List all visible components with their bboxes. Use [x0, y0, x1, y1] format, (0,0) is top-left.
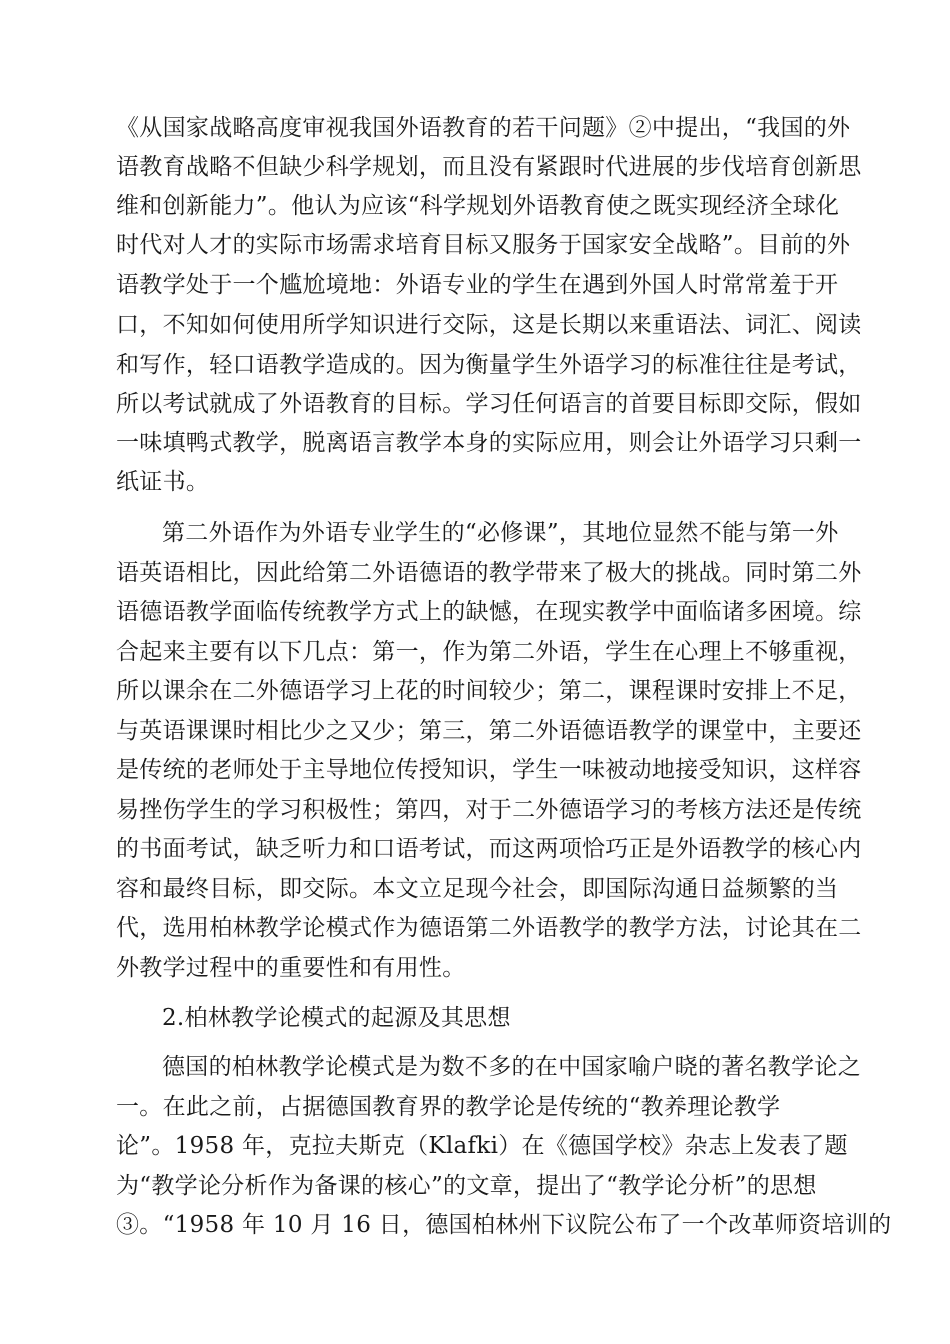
text-line: 所以考试就成了外语教育的目标。学习任何语言的首要目标即交际，假如 [116, 391, 862, 417]
paragraph-first-line: 德国的柏林教学论模式是为数不多的在中国家喻户晓的著名教学论之 [162, 1054, 861, 1080]
text-line: 《从国家战略高度审视我国外语教育的若干问题》②中提出，“我国的外 [116, 115, 851, 141]
text-line: 和写作，轻口语教学造成的。因为衡量学生外语学习的标准往往是考试， [116, 352, 862, 378]
text-line: 时代对人才的实际市场需求培育目标又服务于国家安全战略”。目前的外 [116, 232, 851, 258]
text-line: 合起来主要有以下几点：第一，作为第二外语，学生在心理上不够重视， [116, 639, 862, 665]
text-line: 语教育战略不但缺少科学规划，而且没有紧跟时代进展的步伐培育创新思 [116, 154, 862, 180]
text-line: 外教学过程中的重要性和有用性。 [116, 955, 466, 981]
paragraph-first-line: 第二外语作为外语专业学生的“必修课”，其地位显然不能与第一外 [162, 520, 839, 546]
text-line: 语教学处于一个尴尬境地：外语专业的学生在遇到外国人时常常羞于开 [116, 272, 839, 298]
text-line: 语英语相比，因此给第二外语德语的教学带来了极大的挑战。同时第二外 [116, 560, 862, 586]
text-line: 论”。1958 年，克拉夫斯克（Klafki）在《德国学校》杂志上发表了题 [116, 1133, 848, 1159]
text-line: 维和创新能力”。他认为应该“科学规划外语教育使之既实现经济全球化 [116, 193, 840, 219]
text-line: 一。在此之前，占据德国教育界的教学论是传统的“教养理论教学 [116, 1094, 781, 1120]
text-line: 所以课余在二外德语学习上花的时间较少；第二，课程课时安排上不足， [116, 678, 862, 704]
text-line: 纸证书。 [116, 469, 210, 495]
text-line: 的书面考试，缺乏听力和口语考试，而这两项恰巧正是外语教学的核心内 [116, 836, 862, 862]
text-line: 一味填鸭式教学，脱离语言教学本身的实际应用，则会让外语学习只剩一 [116, 430, 862, 456]
text-line: 易挫伤学生的学习积极性；第四，对于二外德语学习的考核方法还是传统 [116, 797, 862, 823]
text-line: 语德语教学面临传统教学方式上的缺憾，在现实教学中面临诸多困境。综 [116, 599, 862, 625]
section-heading: 2.柏林教学论模式的起源及其思想 [162, 1005, 511, 1031]
text-line: 口，不知如何使用所学知识进行交际，这是长期以来重语法、词汇、阅读 [116, 312, 862, 338]
text-line: 为“教学论分析作为备课的核心”的文章，提出了“教学论分析”的思想 [116, 1173, 817, 1199]
text-line: 是传统的老师处于主导地位传授知识，学生一味被动地接受知识，这样容 [116, 757, 862, 783]
text-line: 代，选用柏林教学论模式作为德语第二外语教学的教学方法，讨论其在二 [116, 915, 862, 941]
text-line: ③。“1958 年 10 月 16 日，德国柏林州下议院公布了一个改革师资培训的 [116, 1212, 892, 1238]
text-line: 与英语课课时相比少之又少；第三，第二外语德语教学的课堂中，主要还 [116, 718, 862, 744]
text-line: 容和最终目标，即交际。本文立足现今社会，即国际沟通日益频繁的当 [116, 876, 839, 902]
